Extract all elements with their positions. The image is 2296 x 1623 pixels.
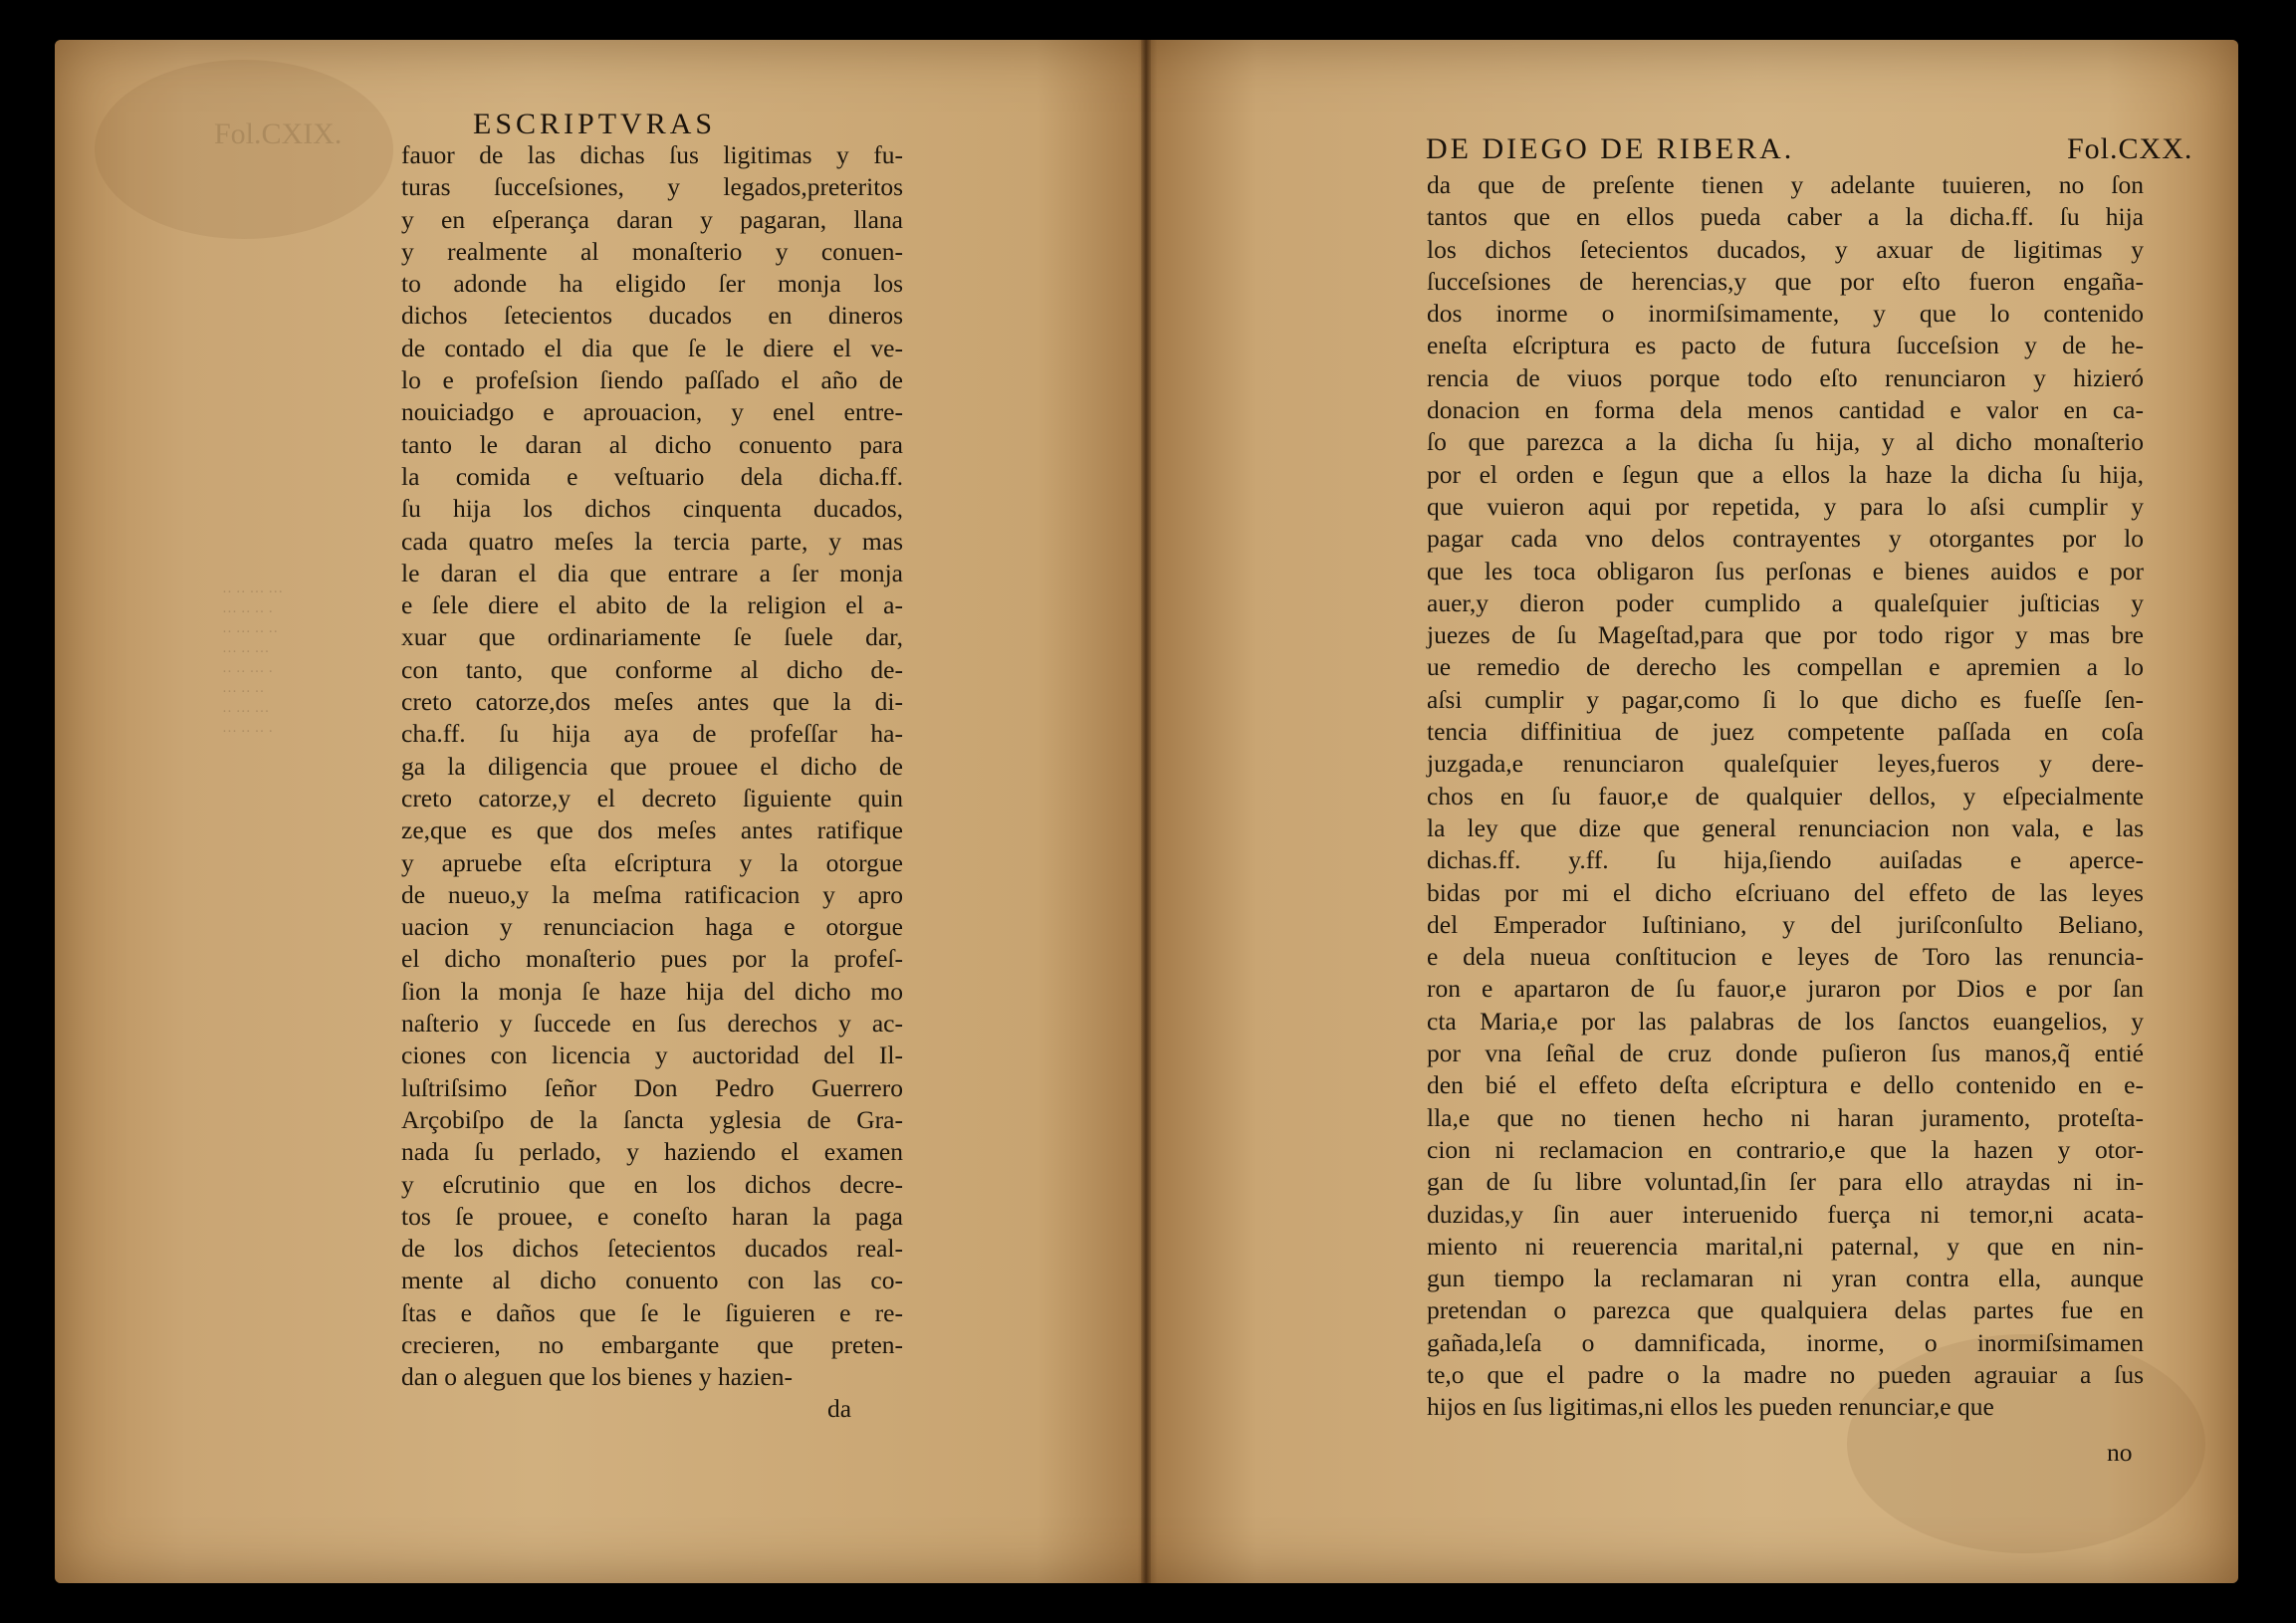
text-line: le daran el dia que entrare a ſer monja [401,558,903,587]
text-line: y en eſperança daran y pagaran, llana [401,204,903,234]
catchword: no [2107,1438,2133,1467]
text-line: y eſcrutinio que en los dichos decre- [401,1169,903,1199]
text-line: to adonde ha eligido ſer monja los [401,269,903,299]
text-line: eneſta eſcriptura es pacto de futura ſucceſsion y de he- [1427,331,2144,360]
text-line: creto catorze,dos meſes antes que la di- [401,687,903,717]
text-line: chos en ſu fauor,e de qualquier dellos, y eſpecialmente [1427,781,2144,811]
text-line: lla,e que no tienen hecho ni haran juramento, proteſta- [1427,1102,2144,1132]
text-line: da que de preſente tienen y adelante tuuieren, no ſon [1427,170,2144,199]
running-head: ESCRIPTVRAS [473,108,717,140]
text-line: dan o aleguen que los bienes y hazien- [401,1362,793,1392]
text-line: e ſele diere el abito de la religion el a- [401,590,903,620]
text-line: gan de ſu libre voluntad,ſin ſer para ello atraydas ni in- [1427,1167,2144,1197]
text-line: ron e apartaron de ſu fauor,e juraron por Dios e por ſan [1427,974,2144,1004]
text-line: de nueuo,y la meſma ratificacion y apro [401,879,903,909]
text-line: e dela nueua conſtitucion e leyes de Toro las renuncia- [1427,942,2144,972]
text-line: de contado el dia que ſe le diere el ve- [401,333,903,362]
left-page [55,40,1146,1583]
text-line: ſucceſsiones de herencias,y que por eſto fueron engaña- [1427,266,2144,296]
text-line: que les toca obligaron ſus perſonas e bienes auidos e por [1427,556,2144,585]
text-line: hijos en ſus ligitimas,ni ellos les pueden renunciar,e que [1427,1392,1994,1422]
text-line: ga la diligencia que prouee el dicho de [401,751,903,781]
text-line: la ley que dize que general renunciacion non vala, e las [1427,812,2144,842]
text-line: auer,y dieron poder cumplido a qualeſquier juſticias y [1427,587,2144,617]
text-line: miento ni reuerencia marital,ni paternal, y que en nin- [1427,1231,2144,1261]
text-line: ze,que es que dos meſes antes ratifique [401,815,903,845]
text-line: donacion en forma dela menos cantidad e valor en ca- [1427,395,2144,425]
text-line: nouiciadgo e aprouacion, y enel entre- [401,397,903,427]
text-line: fauor de las dichas ſus ligitimas y fu- [401,140,903,169]
text-line: mente al dicho conuento con las co- [401,1266,903,1295]
text-line: cada quatro meſes la tercia parte, y mas [401,526,903,556]
text-line: ſu hija los dichos cinquenta ducados, [401,494,903,524]
text-line: el dicho monaſterio pues por la profeſ- [401,944,903,974]
text-line: dichas.ff. y.ff. ſu hija,ſiendo auiſadas e aperce- [1427,845,2144,875]
text-line: gañada,leſa o damnificada, inorme, o inormiſsimamen [1427,1327,2144,1357]
text-line: del Emperador Iuſtiniano, y del juriſconſulto Beliano, [1427,909,2144,939]
text-line: cion ni reclamacion en contrario,e que la hazen y otor- [1427,1134,2144,1164]
text-line: creto catorze,y el decreto ſiguiente quin [401,783,903,812]
catchword: da [827,1394,852,1423]
text-line: por el orden e ſegun que a ellos la haze la dicha ſu hija, [1427,459,2144,489]
book-spread [55,40,2238,1583]
text-line: dichos ſetecientos ducados en dineros [401,301,903,331]
text-line: uacion y renunciacion haga e otorgue [401,912,903,942]
text-line: tos ſe prouee, e coneſto haran la paga [401,1201,903,1231]
text-line: tanto le daran al dicho conuento para [401,429,903,459]
text-line: bidas por mi el dicho eſcriuano del effeto de las leyes [1427,877,2144,907]
text-line: tencia diffinitiua de juez competente paſſada en coſa [1427,717,2144,747]
text-line: gun tiempo la reclamaran ni yran contra ella, aunque [1427,1264,2144,1293]
text-line: ſtas e daños que ſe le ſiguieren e re- [401,1297,903,1327]
text-line: ciones con licencia y auctoridad del Il- [401,1041,903,1070]
text-line: juezes de ſu Mageſtad,para que por todo rigor y mas bre [1427,620,2144,650]
text-line: cha.ff. ſu hija aya de profeſſar ha- [401,719,903,749]
text-line: dos inorme o inormiſsimamente, y que lo contenido [1427,299,2144,329]
text-line: de los dichos ſetecientos ducados real- [401,1234,903,1264]
text-line: nada ſu perlado, y haziendo el examen [401,1137,903,1167]
text-line: duzidas,y ſin auer interuenido fuerça ni temor,ni acata- [1427,1199,2144,1229]
text-line: Arçobiſpo de la ſancta yglesia de Gra- [401,1104,903,1134]
text-line: ue remedio de derecho les compellan e apremien a lo [1427,652,2144,682]
show-through-marginalia: ·· ·· ··· ··· ··· ·· ·· · ·· ··· ·· ·· ··· ·· ··· ·· ·· ··· · ··· ·· ·· ·· ··· ··· ··· ·· ·· · [222,584,284,740]
left-body-text [401,139,903,1394]
text-line: y apruebe eſta eſcriptura y la otorgue [401,847,903,877]
text-line: por vna ſeñal de cruz donde puſieron ſus manos,q̃ entié [1427,1039,2144,1068]
text-line: y realmente al monaſterio y conuen- [401,236,903,266]
text-line: turas ſucceſsiones, y legados,preteritos [401,172,903,202]
text-line: aſsi cumplir y pagar,como ſi lo que dicho es fueſſe ſen- [1427,684,2144,714]
running-head: DE DIEGO DE RIBERA. [1426,132,1795,165]
text-line: pretendan o parezca que qualquiera delas partes fue en [1427,1295,2144,1325]
right-body-text [1427,169,2144,1424]
text-line: ſion la monja ſe haze hija del dicho mo [401,976,903,1006]
text-line: pagar cada vno delos contrayentes y otorgantes por lo [1427,524,2144,554]
text-line: naſterio y ſuccede en ſus derechos y ac- [401,1009,903,1039]
text-line: xuar que ordinariamente ſe ſuele dar, [401,622,903,652]
text-line: te,o que el padre o la madre no pueden agrauiar a ſus [1427,1359,2144,1389]
text-line: que vuieron aqui por repetida, y para lo aſsi cumplir y [1427,491,2144,521]
text-line: den bié el effeto deſta eſcriptura e dello contenido en e- [1427,1070,2144,1100]
text-line: juzgada,e renunciaron qualeſquier leyes,fueros y dere- [1427,749,2144,779]
text-line: ſo que parezca a la dicha ſu hija, y al dicho monaſterio [1427,427,2144,457]
text-line: con tanto, que conforme al dicho de- [401,654,903,684]
text-line: crecieren, no embargante que preten- [401,1329,903,1359]
text-line: luſtriſsimo ſeñor Don Pedro Guerrero [401,1072,903,1102]
text-line: rencia de viuos porque todo eſto renunciaron y hizieró [1427,362,2144,392]
show-through-folio: Fol.CXIX. [214,117,343,150]
folio-number: Fol.CXX. [2067,132,2193,165]
text-line: lo e profeſsion ſiendo paſſado el año de [401,365,903,395]
text-line: tantos que en ellos pueda caber a la dicha.ff. ſu hija [1427,202,2144,232]
text-line: los dichos ſetecientos ducados, y axuar de ligitimas y [1427,234,2144,264]
text-line: cta Maria,e por las palabras de los ſanctos euangelios, y [1427,1006,2144,1036]
right-page [1146,40,2238,1583]
text-line: la comida e veſtuario dela dicha.ff. [401,461,903,491]
